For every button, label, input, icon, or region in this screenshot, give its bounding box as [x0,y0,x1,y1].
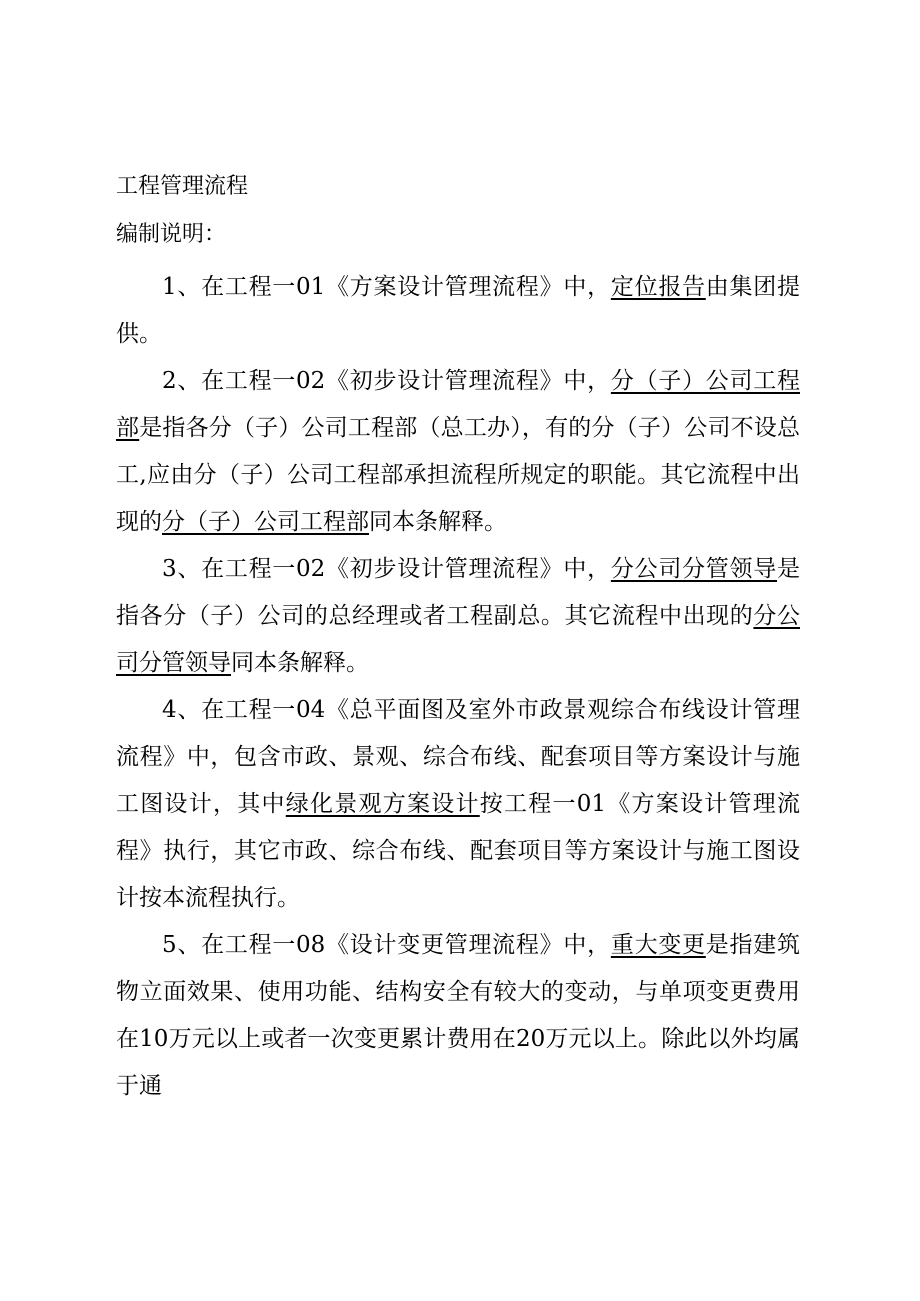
document-body [116,264,800,1110]
item-2-text-c: 同本条解释。 [369,509,507,535]
paragraph-item-3 [116,546,800,687]
item-3-term: 分公司分管领导 [610,556,777,582]
item-3-text-b: 是指各分（子）公司的总经理或者工程副总。其它流程中出现的 [116,556,800,629]
item-5-text-b: 是指建筑物立面效果、使用功能、结构安全有较大的变动，与单项变更费用在10万元以上或者一次变更累计费用在20万元以上。除此以外均属于通 [116,932,800,1099]
item-1-text-b: 由集团提供。 [116,274,800,347]
item-2-term-repeat: 分（子）公司工程部 [162,509,369,535]
item-5-text-a: 5、在工程一08《设计变更管理流程》中， [162,932,611,958]
item-1-term: 定位报告 [610,274,706,300]
item-4-text-a: 4、在工程一04《总平面图及室外市政景观综合布线设计管理流程》中，包含市政、景观、综合布线、配套项目等方案设计与施工图设计，其中 [116,697,800,817]
item-5-term: 重大变更 [610,932,706,958]
item-3-text-c: 同本条解释。 [231,650,369,676]
paragraph-item-4 [116,687,800,922]
paragraph-item-2 [116,358,800,546]
item-3-text-a: 3、在工程一02《初步设计管理流程》中， [162,556,611,582]
item-4-text-b: 按工程一01《方案设计管理流程》执行，其它市政、综合布线、配套项目等方案设计与施工图设计按本流程执行。 [116,791,801,911]
item-2-text-b: 是指各分（子）公司工程部（总工办），有的分（子）公司不设总工,应由分（子）公司工程部承担流程所规定的职能。其它流程中出现的 [116,415,801,535]
document-title: 工程管理流程 [116,174,249,199]
item-1-text-a: 1、在工程一01《方案设计管理流程》中， [162,274,611,300]
section-heading: 编制说明： [116,222,227,247]
item-4-term: 绿化景观方案设计 [285,791,480,817]
paragraph-item-1 [116,264,800,358]
paragraph-item-5 [116,922,800,1110]
item-3-term-repeat: 分公司分管领导 [116,603,801,676]
item-2-text-a: 2、在工程一02《初步设计管理流程》中， [162,368,611,394]
item-2-term: 分（子）公司工程部 [116,368,800,441]
